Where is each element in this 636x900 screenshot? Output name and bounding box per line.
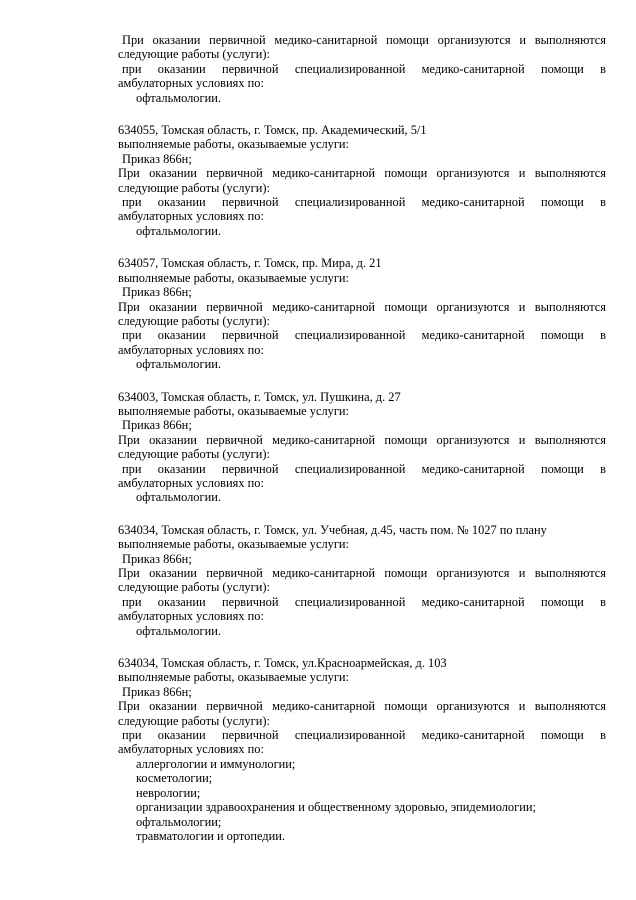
address-block	[118, 523, 606, 638]
specialized-care-paragraph-line1: при оказании первичной специализированной медико-санитарной помощи в	[122, 61, 606, 76]
service-list	[118, 91, 606, 105]
service-list	[118, 624, 606, 638]
address-line: 634003, Томская область, г. Томск, ул. Пушкина, д. 27	[118, 389, 401, 404]
service-item: офтальмологии.	[136, 357, 221, 372]
address-block	[118, 123, 606, 238]
service-item: офтальмологии.	[136, 90, 221, 105]
service-item: офтальмологии.	[136, 490, 221, 505]
order-reference: Приказ 866н;	[122, 551, 192, 566]
specialized-care-paragraph-line2: амбулаторных условиях по:	[118, 342, 264, 357]
service-item: офтальмологии;	[136, 814, 222, 829]
address-block	[118, 390, 606, 505]
primary-care-paragraph-line2: следующие работы (услуги):	[118, 313, 270, 328]
order-reference: Приказ 866н;	[122, 151, 192, 166]
specialized-care-paragraph-line2: амбулаторных условиях по:	[118, 209, 264, 224]
service-list	[118, 490, 606, 504]
specialized-care-paragraph-line2: амбулаторных условиях по:	[118, 76, 264, 91]
primary-care-paragraph-line1: При оказании первичной медико-санитарной помощи организуются и выполняются	[118, 699, 606, 714]
address-line: 634055, Томская область, г. Томск, пр. Академический, 5/1	[118, 123, 427, 138]
primary-care-paragraph-line1: При оказании первичной медико-санитарной помощи организуются и выполняются	[118, 566, 606, 580]
primary-care-paragraph-line1: При оказании первичной медико-санитарной помощи организуются и выполняются	[118, 432, 606, 447]
primary-care-paragraph-line2: следующие работы (услуги):	[118, 580, 270, 595]
works-label: выполняемые работы, оказываемые услуги:	[118, 270, 350, 285]
order-reference: Приказ 866н;	[122, 418, 192, 433]
document-body	[118, 33, 606, 861]
order-reference: Приказ 866н;	[122, 285, 192, 300]
works-label: выполняемые работы, оказываемые услуги:	[118, 670, 350, 685]
service-item: офтальмологии.	[136, 623, 221, 638]
works-label: выполняемые работы, оказываемые услуги:	[118, 537, 350, 552]
service-item: травматологии и ортопедии.	[136, 828, 285, 843]
primary-care-paragraph-line2: следующие работы (услуги):	[118, 47, 270, 62]
service-item: косметологии;	[136, 771, 213, 786]
service-list	[118, 224, 606, 238]
specialized-care-paragraph-line2: амбулаторных условиях по:	[118, 475, 264, 490]
intro-block	[118, 33, 606, 105]
primary-care-paragraph-line1: При оказании первичной медико-санитарной помощи организуются и выполняются	[118, 166, 606, 181]
works-label: выполняемые работы, оказываемые услуги:	[118, 403, 350, 418]
primary-care-paragraph-line2: следующие работы (услуги):	[118, 180, 270, 195]
primary-care-paragraph-line2: следующие работы (услуги):	[118, 713, 270, 728]
specialized-care-paragraph-line1: при оказании первичной специализированной медико-санитарной помощи в	[122, 461, 606, 476]
order-reference: Приказ 866н;	[122, 684, 192, 699]
service-list	[118, 757, 606, 843]
primary-care-paragraph-line1: При оказании первичной медико-санитарной помощи организуются и выполняются	[122, 33, 606, 47]
specialized-care-paragraph-line2: амбулаторных условиях по:	[118, 609, 264, 624]
address-block	[118, 256, 606, 371]
address-block	[118, 656, 606, 843]
service-item: аллергологии и иммунологии;	[136, 756, 296, 771]
specialized-care-paragraph-line1: при оказании первичной специализированной медико-санитарной помощи в	[122, 195, 606, 210]
service-list	[118, 357, 606, 371]
primary-care-paragraph-line2: следующие работы (услуги):	[118, 447, 270, 462]
specialized-care-paragraph-line1: при оказании первичной специализированной медико-санитарной помощи в	[122, 728, 606, 743]
address-line: 634034, Томская область, г. Томск, ул.Красноармейская, д. 103	[118, 656, 447, 671]
service-item: организации здравоохранения и общественному здоровью, эпидемиологии;	[136, 800, 536, 815]
address-list	[118, 123, 606, 843]
specialized-care-paragraph-line2: амбулаторных условиях по:	[118, 742, 264, 757]
address-line: 634034, Томская область, г. Томск, ул. Учебная, д.45, часть пом. № 1027 по плану	[118, 522, 547, 537]
address-line: 634057, Томская область, г. Томск, пр. Мира, д. 21	[118, 256, 382, 271]
primary-care-paragraph-line1: При оказании первичной медико-санитарной помощи организуются и выполняются	[118, 299, 606, 314]
specialized-care-paragraph-line1: при оказании первичной специализированной медико-санитарной помощи в	[122, 594, 606, 609]
service-item: неврологии;	[136, 785, 201, 800]
service-item: офтальмологии.	[136, 223, 221, 238]
specialized-care-paragraph-line1: при оказании первичной специализированной медико-санитарной помощи в	[122, 328, 606, 343]
works-label: выполняемые работы, оказываемые услуги:	[118, 137, 350, 152]
